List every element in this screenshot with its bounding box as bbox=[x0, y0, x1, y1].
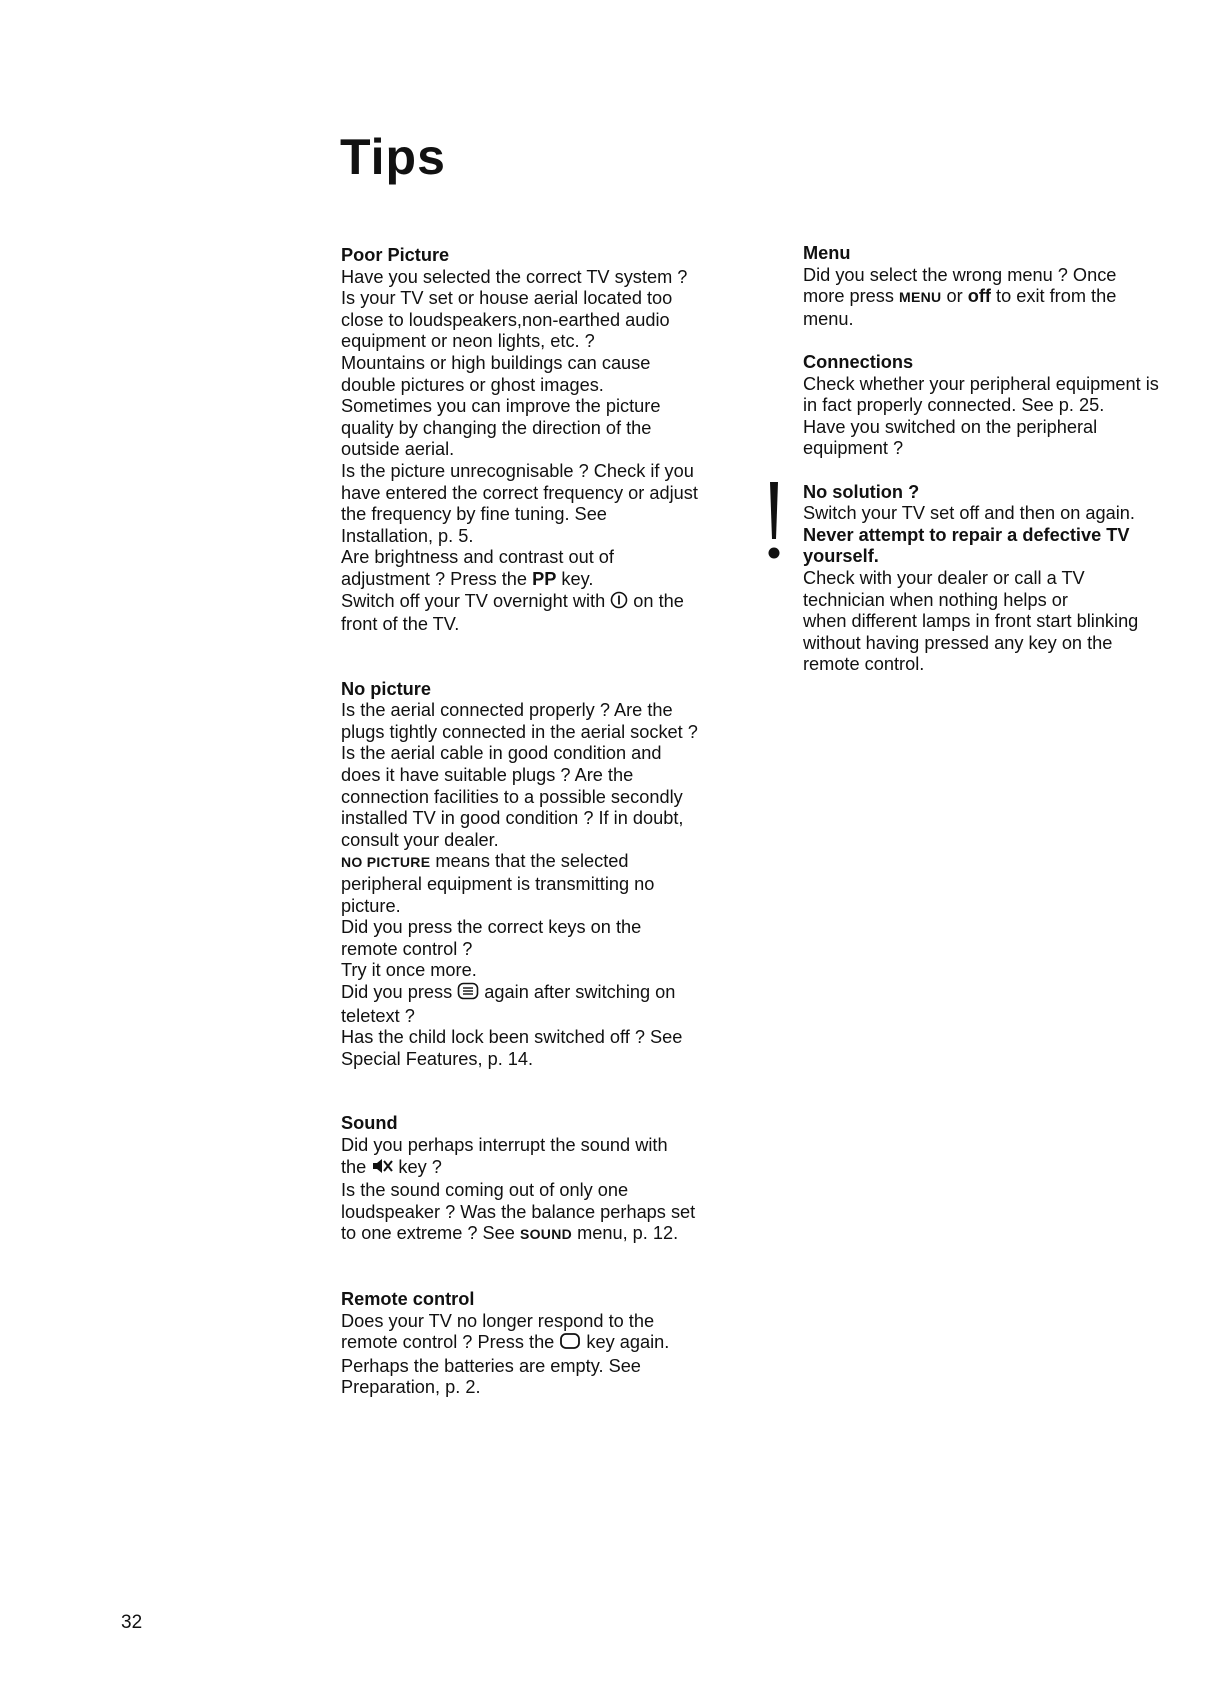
text-line: double pictures or ghost images. bbox=[341, 374, 604, 395]
text-line: picture. bbox=[341, 895, 401, 916]
text-line bbox=[341, 982, 751, 1006]
pp-key-label: PP bbox=[532, 568, 557, 589]
text-line bbox=[341, 851, 751, 874]
menu-key-label: MENU bbox=[899, 289, 942, 306]
no-picture-label: NO PICTURE bbox=[341, 854, 431, 871]
text-line: Is the aerial connected properly ? Are the bbox=[341, 700, 673, 721]
section-poor-picture bbox=[341, 245, 751, 636]
text-line: connection facilities to a possible secondly bbox=[341, 786, 683, 807]
text-line: Is your TV set or house aerial located too bbox=[341, 288, 673, 309]
left-column bbox=[341, 245, 751, 1399]
text-line: Switch your TV set off and then on again. bbox=[803, 503, 1135, 524]
text-line: Have you selected the correct TV system ? bbox=[341, 266, 688, 287]
text-line bbox=[341, 1223, 751, 1246]
text-line: Have you switched on the peripheral bbox=[803, 416, 1098, 437]
warning-text: yourself. bbox=[803, 546, 879, 567]
text-fragment: to one extreme ? See bbox=[341, 1223, 520, 1244]
text-line: have entered the correct frequency or adjust bbox=[341, 482, 698, 503]
text-fragment: to exit from the bbox=[990, 286, 1117, 307]
standby-icon bbox=[559, 1332, 581, 1356]
text-line: Mountains or high buildings can cause bbox=[341, 352, 651, 373]
text-line: Try it once more. bbox=[341, 960, 477, 981]
text-line: in fact properly connected. See p. 25. bbox=[803, 395, 1105, 416]
text-line: remote control ? bbox=[341, 938, 473, 959]
text-line: Sometimes you can improve the picture bbox=[341, 396, 661, 417]
text-line: outside aerial. bbox=[341, 439, 455, 460]
text-line: Has the child lock been switched off ? See bbox=[341, 1027, 683, 1048]
text-line: installed TV in good condition ? If in doubt, bbox=[341, 808, 684, 829]
section-remote-control bbox=[341, 1289, 751, 1399]
text-line: Installation, p. 5. bbox=[341, 525, 474, 546]
text-line: loudspeaker ? Was the balance perhaps set bbox=[341, 1201, 696, 1222]
text-line: does it have suitable plugs ? Are the bbox=[341, 765, 634, 786]
section-title: Menu bbox=[803, 243, 851, 263]
warning-icon bbox=[765, 482, 783, 567]
off-key-label: off bbox=[967, 286, 991, 307]
text-line: quality by changing the direction of the bbox=[341, 417, 652, 438]
section-menu bbox=[803, 243, 1203, 330]
text-line: when different lamps in front start blinking bbox=[803, 611, 1139, 632]
text-fragment: key ? bbox=[393, 1156, 442, 1177]
text-line: equipment ? bbox=[803, 438, 904, 459]
power-icon bbox=[610, 591, 628, 615]
section-title: Poor Picture bbox=[341, 245, 450, 265]
text-fragment: menu, p. 12. bbox=[572, 1223, 679, 1244]
text-fragment: key. bbox=[556, 568, 594, 589]
text-fragment: remote control ? Press the bbox=[341, 1332, 560, 1353]
text-fragment: more press bbox=[803, 286, 900, 307]
mute-icon bbox=[371, 1157, 393, 1181]
text-line: Check with your dealer or call a TV bbox=[803, 567, 1085, 588]
section-title: No picture bbox=[341, 678, 431, 699]
text-line bbox=[803, 286, 1203, 309]
sound-menu-label: SOUND bbox=[519, 1226, 573, 1243]
text-line: menu. bbox=[803, 308, 854, 329]
text-fragment: again after switching on bbox=[479, 982, 676, 1002]
page-title: Tips bbox=[340, 129, 446, 185]
text-line bbox=[341, 1157, 751, 1181]
text-line: Check whether your peripheral equipment is bbox=[803, 373, 1159, 394]
text-line bbox=[341, 591, 751, 615]
section-no-picture bbox=[341, 679, 751, 1071]
section-title: Sound bbox=[341, 1113, 398, 1134]
text-line: Does your TV no longer respond to the bbox=[341, 1310, 655, 1331]
text-fragment: on the bbox=[628, 590, 684, 611]
text-fragment: adjustment ? Press the bbox=[341, 568, 533, 589]
section-sound bbox=[341, 1113, 751, 1246]
section-title: Remote control bbox=[341, 1288, 475, 1309]
section-title: No solution ? bbox=[803, 481, 920, 502]
text-line: equipment or neon lights, etc. ? bbox=[341, 331, 595, 352]
text-fragment: or bbox=[941, 286, 968, 307]
text-line: without having pressed any key on the bbox=[803, 632, 1113, 653]
text-line: Is the aerial cable in good condition and bbox=[341, 743, 662, 764]
text-line: consult your dealer. bbox=[341, 829, 499, 850]
text-line: Perhaps the batteries are empty. See bbox=[341, 1355, 641, 1376]
text-fragment: Switch off your TV overnight with bbox=[341, 590, 611, 611]
text-line: Is the sound coming out of only one bbox=[341, 1180, 629, 1201]
text-fragment: key again. bbox=[581, 1332, 670, 1353]
teletext-icon bbox=[457, 982, 479, 1006]
text-line: Preparation, p. 2. bbox=[341, 1377, 481, 1398]
section-connections bbox=[803, 352, 1203, 460]
text-line: technician when nothing helps or bbox=[803, 589, 1068, 610]
text-line: close to loudspeakers,non-earthed audio bbox=[341, 309, 670, 330]
text-fragment: means that the selected bbox=[430, 851, 629, 872]
text-line: the frequency by fine tuning. See bbox=[341, 504, 607, 525]
text-line: Special Features, p. 14. bbox=[341, 1048, 534, 1069]
text-line bbox=[341, 1332, 751, 1356]
warning-text: Never attempt to repair a defective TV bbox=[803, 524, 1130, 545]
text-line: Is the picture unrecognisable ? Check if you bbox=[341, 460, 694, 481]
text-line: Did you press the correct keys on the bbox=[341, 917, 642, 938]
text-line: plugs tightly connected in the aerial socket ? bbox=[341, 721, 698, 742]
text-line bbox=[341, 569, 751, 591]
text-fragment: the bbox=[341, 1156, 372, 1177]
right-column bbox=[803, 243, 1203, 676]
text-line: Did you perhaps interrupt the sound with bbox=[341, 1134, 668, 1155]
section-no-solution bbox=[803, 482, 1203, 676]
text-line: front of the TV. bbox=[341, 614, 460, 635]
section-title: Connections bbox=[803, 351, 914, 372]
text-line: Did you select the wrong menu ? Once bbox=[803, 264, 1117, 285]
page-number: 32 bbox=[121, 1612, 143, 1633]
text-line: Are brightness and contrast out of bbox=[341, 547, 614, 568]
text-line: teletext ? bbox=[341, 1005, 415, 1026]
text-fragment: Did you press bbox=[341, 982, 458, 1002]
text-line: remote control. bbox=[803, 654, 925, 675]
text-line: peripheral equipment is transmitting no bbox=[341, 874, 655, 895]
